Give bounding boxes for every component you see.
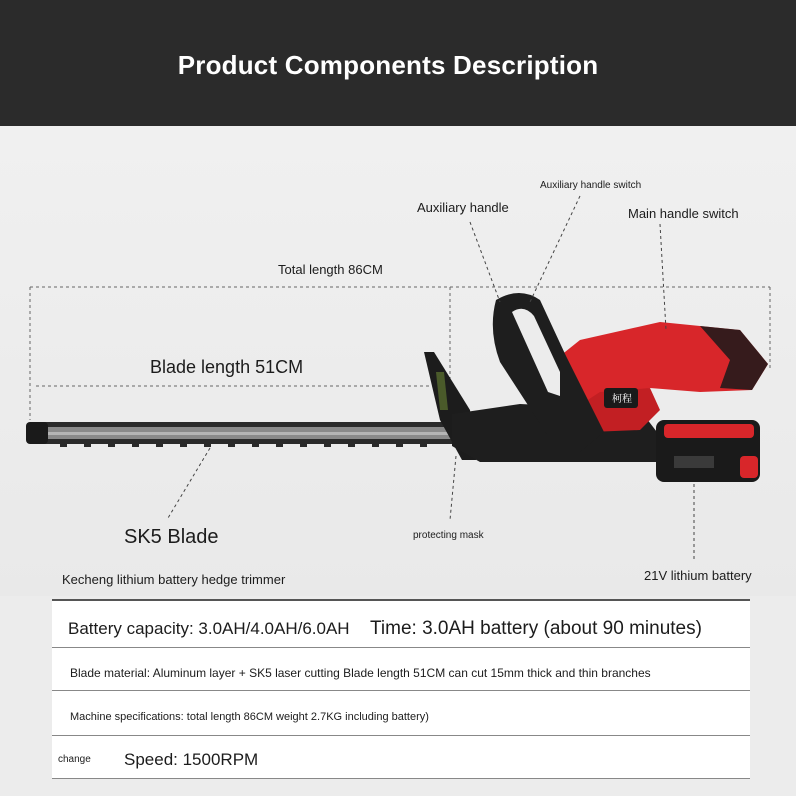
- spec-row: [52, 736, 750, 779]
- spec-row: [52, 599, 750, 648]
- label-total-length: Total length 86CM: [278, 262, 383, 277]
- battery-pack: [656, 420, 760, 482]
- label-protecting-mask: protecting mask: [413, 530, 484, 541]
- blade: [26, 422, 456, 447]
- spec-blade-material: Blade material: Aluminum layer + SK5 laser cutting Blade length 51CM can cut 15mm thick and thin branches: [70, 666, 651, 680]
- label-battery: 21V lithium battery: [644, 568, 752, 583]
- spec-machine-specifications: Machine specifications: total length 86CM weight 2.7KG including battery): [70, 711, 429, 723]
- label-auxiliary-handle: Auxiliary handle: [417, 200, 509, 215]
- label-auxiliary-handle-switch: Auxiliary handle switch: [540, 180, 642, 191]
- label-product-name: Kecheng lithium battery hedge trimmer: [62, 572, 286, 587]
- spec-speed: Speed: 1500RPM: [124, 750, 259, 769]
- spec-change: change: [58, 754, 91, 765]
- spec-time: Time: 3.0AH battery (about 90 minutes): [370, 618, 702, 639]
- spec-row: [52, 646, 750, 691]
- spec-table: [52, 599, 750, 779]
- label-main-handle-switch: Main handle switch: [628, 206, 739, 221]
- label-sk5-blade: SK5 Blade: [124, 526, 219, 548]
- spec-battery-capacity: Battery capacity: 3.0AH/4.0AH/6.0AH: [68, 619, 350, 638]
- spec-row: [52, 691, 750, 736]
- page-title: Product Components Description: [177, 50, 599, 80]
- brand-mark: 柯程: [612, 394, 632, 405]
- label-blade-length: Blade length 51CM: [150, 357, 304, 377]
